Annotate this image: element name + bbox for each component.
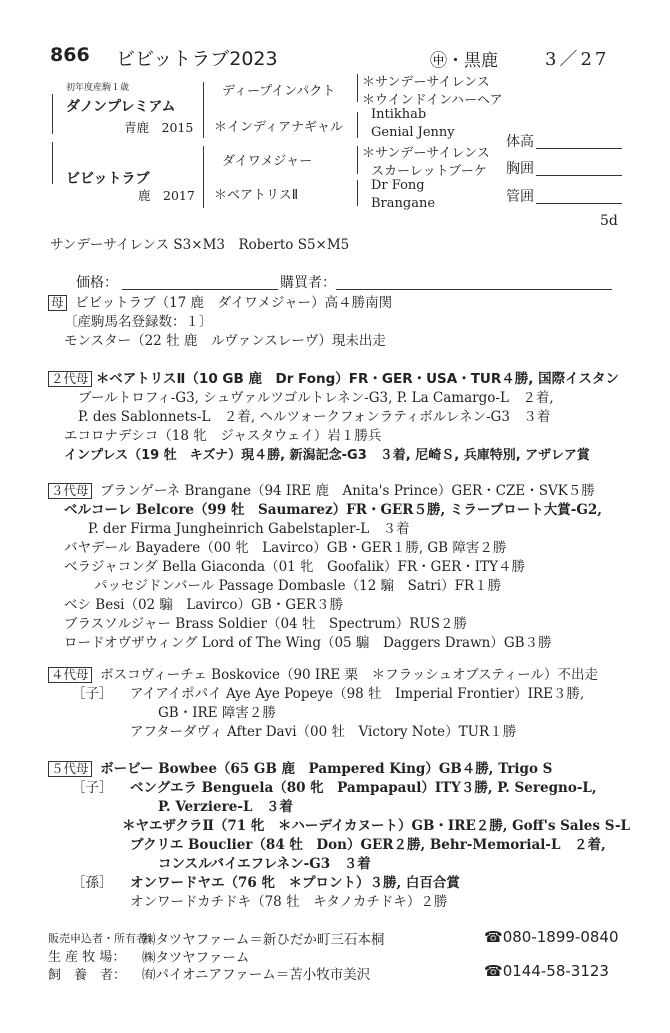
dam-dam: ＊ベアトリスⅡ	[214, 188, 299, 203]
section-tag: 母	[48, 295, 67, 311]
horse-name: ビビットラブ2023	[116, 48, 278, 70]
chest-blank	[536, 175, 622, 176]
granddam-offspring: インプレス（19 牡 キズナ）現４勝, 新潟記念-G3 ３着, 尼崎Ｓ, 兵庫特別, アザレア賞	[64, 448, 590, 463]
third-dam-offspring: ベラジャコンダ Bella Giaconda（01 牝 Goofalik）FR・GER・ITY４勝	[64, 559, 526, 575]
breeder-label: 生 産 牧 場：	[48, 950, 126, 965]
third-dam-offspring: ロードオヴザウィング Lord of The Wing（05 騸 Daggers Drawn）GB３勝	[64, 635, 552, 651]
section-tag: ４代母	[48, 667, 92, 683]
grandchild-tag: ［孫］	[72, 875, 113, 891]
bracket-sire	[52, 94, 53, 134]
bracket-dam-side	[203, 146, 204, 208]
third-dam-offspring: ベシ Besi（02 騸 Lavirco）GB・GER３勝	[64, 597, 344, 613]
section-tag: ３代母	[48, 483, 92, 499]
section-tag: ２代母	[48, 371, 92, 387]
fifth-dam-grand-offspring-cont: コンスルバイエフレネン-G3 ３着	[158, 856, 371, 872]
dam-sire: ダイワメジャー	[222, 154, 313, 169]
chest-label: 胸囲	[506, 161, 534, 177]
section-dam	[48, 294, 392, 351]
cannon-label: 管囲	[506, 189, 534, 205]
dam-sire-dam: スカーレットブーケ	[371, 164, 487, 179]
bracket-sire-side	[203, 82, 204, 138]
dam-sire-sire: ＊サンデーサイレンス	[362, 146, 490, 161]
bracket-ss	[357, 74, 358, 102]
fifth-dam-record: ボービー Bowbee（65 GB 鹿 Pampered King）GB４勝, Trigo S	[100, 761, 553, 777]
section-granddam	[48, 370, 619, 465]
inbreeding: サンデーサイレンス S3×M3 Roberto S5×M5	[50, 237, 350, 253]
cannon-blank	[536, 203, 622, 204]
buyer-label: 購買者：	[280, 275, 336, 291]
sire-info: 青鹿 2015	[124, 120, 194, 135]
dam-dam-sire: Dr Fong	[371, 178, 425, 193]
sire-dam-dam: Genial Jenny	[371, 125, 455, 140]
price-label: 価格：	[76, 275, 118, 291]
section-fourth-dam	[48, 666, 598, 742]
breeder: ㈱タツヤファーム	[142, 950, 250, 966]
sire-dam-sire: Intikhab	[371, 107, 427, 122]
sibling-record: モンスター（22 牡 鹿 ルヴァンスレーヴ）現未出走	[64, 333, 386, 349]
sire-sire-dam: ＊ウインドインハーヘア	[362, 93, 503, 108]
fifth-dam-grandchild: オンワードヤエ（76 牝 ＊プロント）３勝, 白百合賞	[130, 875, 460, 891]
seller: ㈱タツヤファーム＝新ひだか町三石本桐	[142, 932, 385, 948]
raiser: ㈲パイオニアファーム＝苫小牧市美沢	[142, 967, 371, 983]
dam-record: ビビットラブ（17 鹿 ダイワメジャー）高４勝南関	[75, 295, 393, 311]
fifth-dam-offspring: ベングエラ Benguela（80 牝 Pampapaul）ITY３勝, P. Seregno-L,	[130, 780, 597, 796]
dam-dam-dam: Brangane	[371, 196, 436, 211]
phone-icon: ☎	[484, 962, 503, 980]
sire-name: ダノンプレミアム	[66, 99, 176, 115]
granddam-record: ＊ベアトリスⅡ（10 GB 鹿 Dr Fong）FR・GER・USA・TUR４勝, 国際イスタン	[95, 371, 619, 387]
bracket-dam	[52, 142, 53, 184]
phone-icon: ☎	[484, 928, 503, 946]
third-dam-grand-offspring: パッセジドンバール Passage Dombasle（12 騸 Satri）FR１勝	[94, 578, 502, 594]
section-third-dam	[48, 482, 602, 653]
sire-dam: ＊インディアナギャル	[214, 120, 343, 135]
sire-sire-sire: ＊サンデーサイレンス	[362, 75, 490, 90]
fourth-dam-offspring: アフターダヴィ After Davi（00 牡 Victory Note）TUR１勝	[130, 724, 517, 740]
price-blank	[122, 289, 278, 290]
age-note: 5d	[600, 213, 618, 229]
raiser-label: 飼 養 者：	[48, 968, 127, 983]
offspring-tag: ［子］	[72, 780, 113, 796]
bracket-dd	[357, 180, 358, 206]
lot-number: 866	[50, 44, 90, 66]
bracket-sd	[357, 112, 358, 138]
granddam-record-cont: P. des Sablonnets-L ２着, ヘルツォークフォンラティボルレネン-G3 ３着	[78, 409, 551, 425]
foal-count: 〔産駒馬名登録数：１〕	[64, 314, 213, 330]
fifth-dam-grand-offspring: ブクリエ Bouclier（84 牡 Don）GER２勝, Behr-Memorial-L ２着,	[130, 837, 606, 853]
granddam-record-cont: ブールトロフィ-G3, シュヴァルツゴルトレネン-G3, P. La Camargo-L ２着,	[78, 390, 554, 406]
third-dam-offspring: ブラスソルジャー Brass Soldier（04 牡 Spectrum）RUS２勝	[64, 616, 468, 632]
fifth-dam-grandchild: オンワードカチドキ（78 牡 キタノカチドキ）２勝	[130, 894, 448, 910]
height-blank	[536, 148, 622, 149]
raiser-tel	[484, 962, 609, 980]
seller-tel	[484, 928, 619, 946]
fourth-dam-offspring: アイアイポパイ Aye Aye Popeye（98 牡 Imperial Frontier）IRE３勝,	[130, 686, 585, 702]
third-dam-offspring: ベルコーレ Belcore（99 牡 Saumarez）FR・GER５勝, ミラーブロート大賞-G2,	[64, 502, 602, 518]
fourth-dam-offspring-cont: GB・IRE 障害２勝	[158, 705, 276, 721]
height-label: 体高	[506, 134, 534, 150]
granddam-offspring: エコロナデシコ（18 牝 ジャスタウェイ）岩１勝兵	[64, 428, 382, 444]
seller-tel-number: 080-1899-0840	[502, 928, 619, 946]
dam-info: 鹿 2017	[138, 188, 195, 203]
sire-note: 初年度産駒１歳	[66, 83, 130, 93]
seller-label: 販売申込者・所有者：	[48, 932, 158, 945]
fourth-dam-record: ボスコヴィーチェ Boskovice（90 IRE 栗 ＊フラッシュオブスティール）不出走	[100, 667, 598, 683]
buyer-blank	[336, 289, 612, 290]
sire-sire: ディープインパクト	[222, 84, 336, 99]
offspring-tag: ［子］	[72, 686, 113, 702]
fifth-dam-offspring-cont: P. Verziere-L ３着	[158, 799, 293, 815]
bracket-ds	[357, 146, 358, 174]
section-tag: ５代母	[48, 761, 92, 777]
sex-color: ㊥・黒鹿	[430, 51, 498, 71]
third-dam-offspring-cont: P. der Firma Jungheinrich Gabelstapler-L ３着	[88, 521, 410, 537]
dam-name: ビビットラブ	[66, 171, 150, 187]
section-fifth-dam	[48, 760, 630, 912]
third-dam-offspring: バヤデール Bayadere（00 牝 Lavirco）GB・GER１勝, GB 障害２勝	[64, 540, 507, 556]
raiser-tel-number: 0144-58-3123	[502, 962, 609, 980]
fifth-dam-offspring: ＊ヤエザクラⅡ（71 牝 ＊ハーデイカヌート）GB・IRE２勝, Goff's Sales S-L	[122, 818, 631, 834]
birth-date: 3／27	[545, 49, 610, 70]
third-dam-record: ブランゲーネ Brangane（94 IRE 鹿 Anita's Prince）GER・CZE・SVK５勝	[100, 483, 595, 499]
